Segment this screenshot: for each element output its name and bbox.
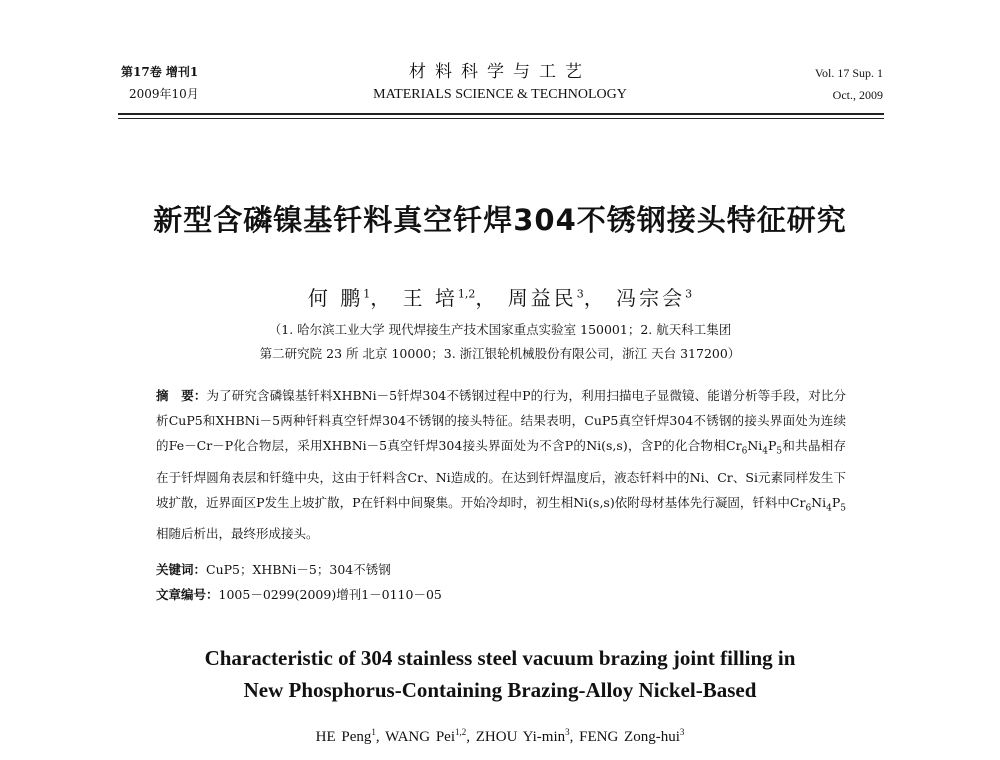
affiliation-line: 第二研究院 23 所 北京 10000；3. 浙江银轮机械股份有限公司，浙江 天台 317200） [259, 346, 741, 361]
keywords [156, 560, 391, 578]
author-cn: 王 培$^{1,2}$， [402, 286, 499, 310]
article-number-label: 文章编号： [156, 587, 219, 602]
journal-title-cn: 材料科学与工艺 [409, 62, 591, 82]
author-en: FENG Zong-hui$^3$ [579, 727, 685, 745]
article-number-text: 1005－0299(2009)增刊1－0110－05 [218, 587, 442, 602]
authors-cn [0, 282, 1000, 311]
affiliation-line: （1. 哈尔滨工业大学 现代焊接生产技术国家重点实验室 150001；2. 航天科工集团 [268, 322, 732, 337]
author-en: HE Peng$^1$, [315, 727, 380, 745]
abstract-cn: 摘 要：为了研究含磷镍基钎料XHBNi－5钎焊304不锈钢过程中P的行为，利用扫描电子显微镜、能谱分析等手段，对比分析CuP5和XHBNi－5两种钎料真空钎焊304不锈钢的接头特征。结果表明，CuP5真空钎焊304不锈钢的接头界面处为连续的Fe－Cr－P化合物层，采用XHBNi－5真空钎焊304接头界面处为不含P的Ni(s,s)，含P的化合物相$Cr_6Ni_4P_5$和共晶相存在于钎焊圆角表层和钎缝中央，这由于钎料含Cr、Ni造成的。在达到钎焊温度后，液态钎料中的Ni、Cr、Si元素同样发生下坡扩散，近界面区P发生上坡扩散，P在钎料中间聚集。开始冷却时，初生相Ni(s,s)依附母材基体先行凝固，钎料中$Cr_6Ni_4P_5$相随后析出，最终形成接头。 [156, 388, 846, 541]
header-rule-thick [118, 113, 884, 115]
date-cn: 2009年10月 [129, 87, 199, 101]
date-en: Oct., 2009 [832, 88, 883, 102]
authors-en [0, 727, 1000, 746]
header-rule-thin [118, 118, 884, 119]
author-cn: 何 鹏$^1$， [307, 286, 394, 310]
author-en: WANG Pei$^{1,2}$, [385, 727, 471, 745]
affiliations [180, 318, 820, 366]
author-cn: 周益民$^3$， [507, 286, 607, 310]
keywords-label: 关键词： [156, 562, 207, 577]
header-right [815, 62, 883, 106]
paper-title-en [0, 642, 1000, 706]
author-en: ZHOU $Yi-\min^3$, [475, 727, 574, 745]
journal-title-en: MATERIALS SCIENCE & TECHNOLOGY [373, 87, 627, 102]
volume-cn: 第17卷 增刊1 [121, 65, 199, 79]
volume-en: Vol. 17 Sup. 1 [814, 66, 883, 80]
title-en-line: New Phosphorus-Containing Brazing-Alloy Nickel-Based [243, 678, 757, 702]
header-left [121, 61, 199, 105]
journal-header [330, 60, 670, 106]
keywords-text: CuP5；XHBNi－5；304不锈钢 [206, 562, 391, 577]
abstract-label: 摘 要： [156, 388, 207, 403]
paper-title-cn: 新型含磷镍基钎料真空钎焊304不锈钢接头特征研究 [153, 203, 847, 237]
article-number [156, 585, 442, 603]
title-en-line: Characteristic of 304 stainless steel vacuum brazing joint filling in [204, 646, 796, 670]
author-cn: 冯宗会$^3$ [616, 286, 693, 310]
